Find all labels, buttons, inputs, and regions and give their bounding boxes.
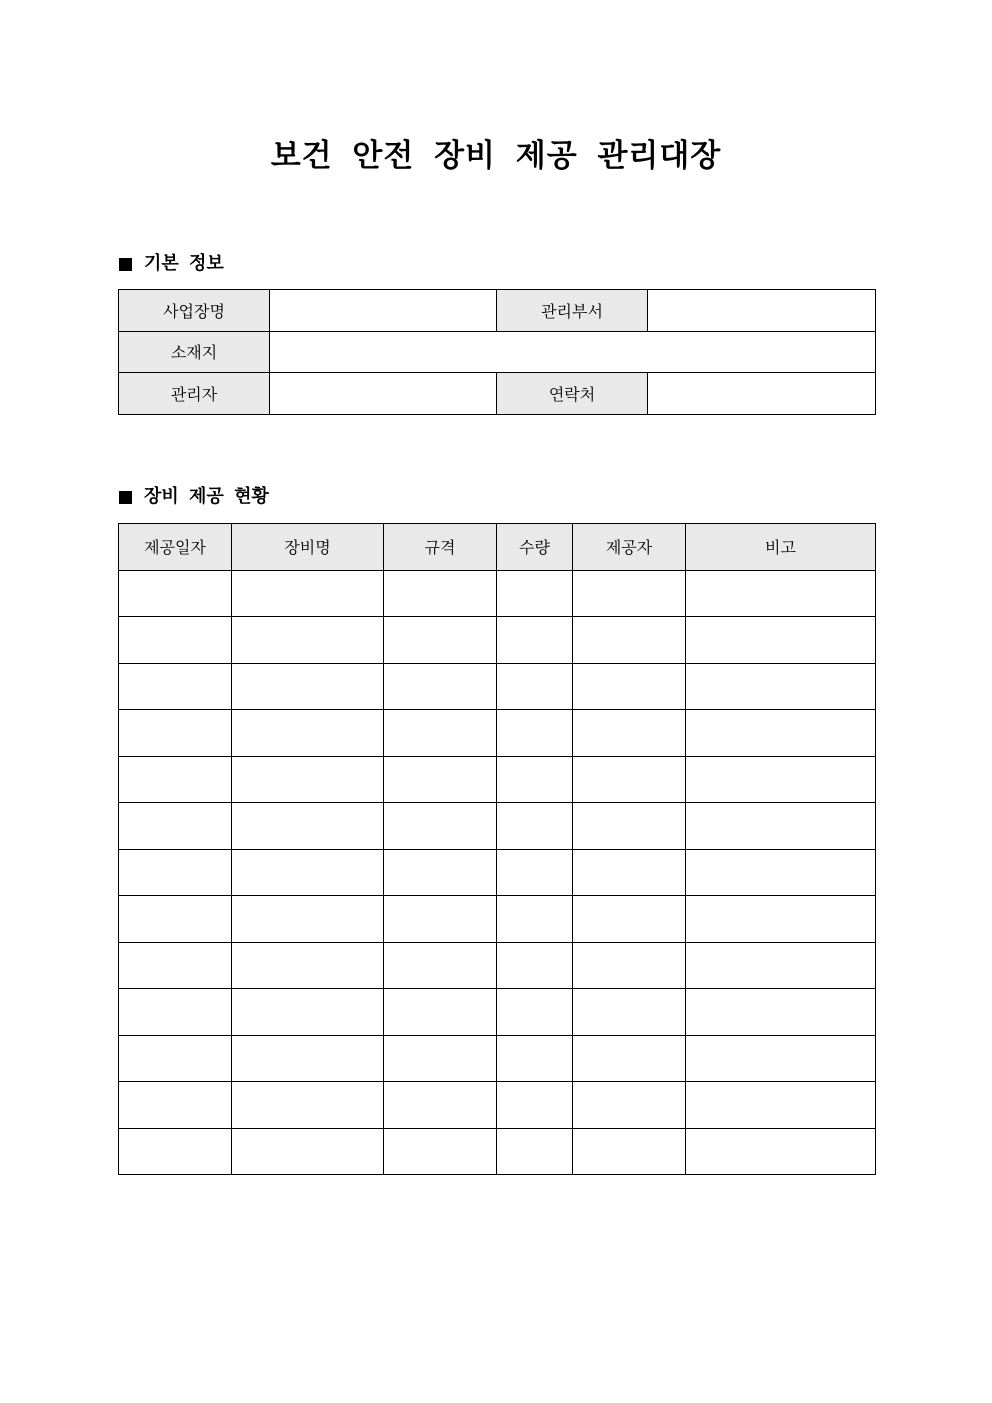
address-label: 소재지 [119,331,270,373]
remarks-cell[interactable] [686,663,876,710]
provider-cell[interactable] [573,710,686,757]
column-header-spec: 규격 [384,524,497,571]
quantity-cell[interactable] [497,803,573,850]
manager-field[interactable] [270,373,497,415]
table-row [119,710,876,757]
column-header-remarks: 비고 [686,524,876,571]
column-header-quantity: 수량 [497,524,573,571]
date-cell[interactable] [119,756,232,803]
date-cell[interactable] [119,570,232,617]
date-cell[interactable] [119,803,232,850]
quantity-cell[interactable] [497,849,573,896]
table-row [119,756,876,803]
date-cell[interactable] [119,1128,232,1175]
equipment-name-cell[interactable] [232,989,384,1036]
table-header-row [119,524,876,571]
equipment-name-cell[interactable] [232,1035,384,1082]
equipment-name-cell[interactable] [232,942,384,989]
section-heading-label: 장비 제공 현황 [144,486,269,507]
table-row [119,617,876,664]
provider-cell[interactable] [573,1128,686,1175]
remarks-cell[interactable] [686,942,876,989]
remarks-cell[interactable] [686,617,876,664]
quantity-cell[interactable] [497,896,573,943]
info-row-address [119,331,876,373]
equipment-name-cell[interactable] [232,1082,384,1129]
equipment-name-cell[interactable] [232,896,384,943]
remarks-cell[interactable] [686,989,876,1036]
date-cell[interactable] [119,710,232,757]
table-row [119,663,876,710]
department-label: 관리부서 [497,290,648,332]
provider-cell[interactable] [573,570,686,617]
column-header-equipment-name: 장비명 [232,524,384,571]
remarks-cell[interactable] [686,803,876,850]
basic-info-table [118,289,876,415]
spec-cell[interactable] [384,1082,497,1129]
table-row [119,570,876,617]
equipment-table-body [119,570,876,1175]
page-title: 보건 안전 장비 제공 관리대장 [270,138,722,174]
section-heading-equipment [119,485,269,509]
remarks-cell[interactable] [686,1035,876,1082]
equipment-name-cell[interactable] [232,803,384,850]
table-row [119,989,876,1036]
equipment-name-cell[interactable] [232,849,384,896]
quantity-cell[interactable] [497,756,573,803]
spec-cell[interactable] [384,663,497,710]
date-cell[interactable] [119,942,232,989]
date-cell[interactable] [119,663,232,710]
date-cell[interactable] [119,896,232,943]
department-field[interactable] [648,290,876,332]
quantity-cell[interactable] [497,710,573,757]
quantity-cell[interactable] [497,617,573,664]
provider-cell[interactable] [573,849,686,896]
table-row [119,1082,876,1129]
remarks-cell[interactable] [686,1082,876,1129]
provider-cell[interactable] [573,989,686,1036]
spec-cell[interactable] [384,989,497,1036]
site-name-field[interactable] [270,290,497,332]
table-row [119,896,876,943]
quantity-cell[interactable] [497,1035,573,1082]
provider-cell[interactable] [573,942,686,989]
table-row [119,849,876,896]
quantity-cell[interactable] [497,663,573,710]
spec-cell[interactable] [384,570,497,617]
table-row [119,1128,876,1175]
date-cell[interactable] [119,989,232,1036]
contact-field[interactable] [648,373,876,415]
info-row-site [119,290,876,332]
manager-label: 관리자 [119,373,270,415]
spec-cell[interactable] [384,617,497,664]
spec-cell[interactable] [384,1128,497,1175]
spec-cell[interactable] [384,896,497,943]
equipment-name-cell[interactable] [232,570,384,617]
provider-cell[interactable] [573,1082,686,1129]
quantity-cell[interactable] [497,989,573,1036]
provider-cell[interactable] [573,663,686,710]
quantity-cell[interactable] [497,942,573,989]
provider-cell[interactable] [573,617,686,664]
square-bullet-icon [119,258,132,271]
table-row [119,1035,876,1082]
equipment-table [118,523,876,1175]
site-name-label: 사업장명 [119,290,270,332]
remarks-cell[interactable] [686,710,876,757]
spec-cell[interactable] [384,803,497,850]
provider-cell[interactable] [573,1035,686,1082]
square-bullet-icon [119,491,132,504]
remarks-cell[interactable] [686,896,876,943]
table-row [119,942,876,989]
spec-cell[interactable] [384,756,497,803]
remarks-cell[interactable] [686,1128,876,1175]
spec-cell[interactable] [384,849,497,896]
section-heading-basic-info [119,252,224,276]
section-heading-label: 기본 정보 [144,253,224,274]
date-cell[interactable] [119,849,232,896]
remarks-cell[interactable] [686,756,876,803]
equipment-name-cell[interactable] [232,1128,384,1175]
date-cell[interactable] [119,1035,232,1082]
spec-cell[interactable] [384,710,497,757]
provider-cell[interactable] [573,896,686,943]
info-row-manager [119,373,876,415]
spec-cell[interactable] [384,1035,497,1082]
provider-cell[interactable] [573,756,686,803]
quantity-cell[interactable] [497,1128,573,1175]
contact-label: 연락처 [497,373,648,415]
equipment-name-cell[interactable] [232,710,384,757]
remarks-cell[interactable] [686,570,876,617]
address-field[interactable] [270,331,876,373]
column-header-date: 제공일자 [119,524,232,571]
date-cell[interactable] [119,617,232,664]
remarks-cell[interactable] [686,849,876,896]
date-cell[interactable] [119,1082,232,1129]
equipment-name-cell[interactable] [232,617,384,664]
table-row [119,803,876,850]
equipment-name-cell[interactable] [232,756,384,803]
quantity-cell[interactable] [497,1082,573,1129]
provider-cell[interactable] [573,803,686,850]
quantity-cell[interactable] [497,570,573,617]
column-header-provider: 제공자 [573,524,686,571]
spec-cell[interactable] [384,942,497,989]
equipment-name-cell[interactable] [232,663,384,710]
